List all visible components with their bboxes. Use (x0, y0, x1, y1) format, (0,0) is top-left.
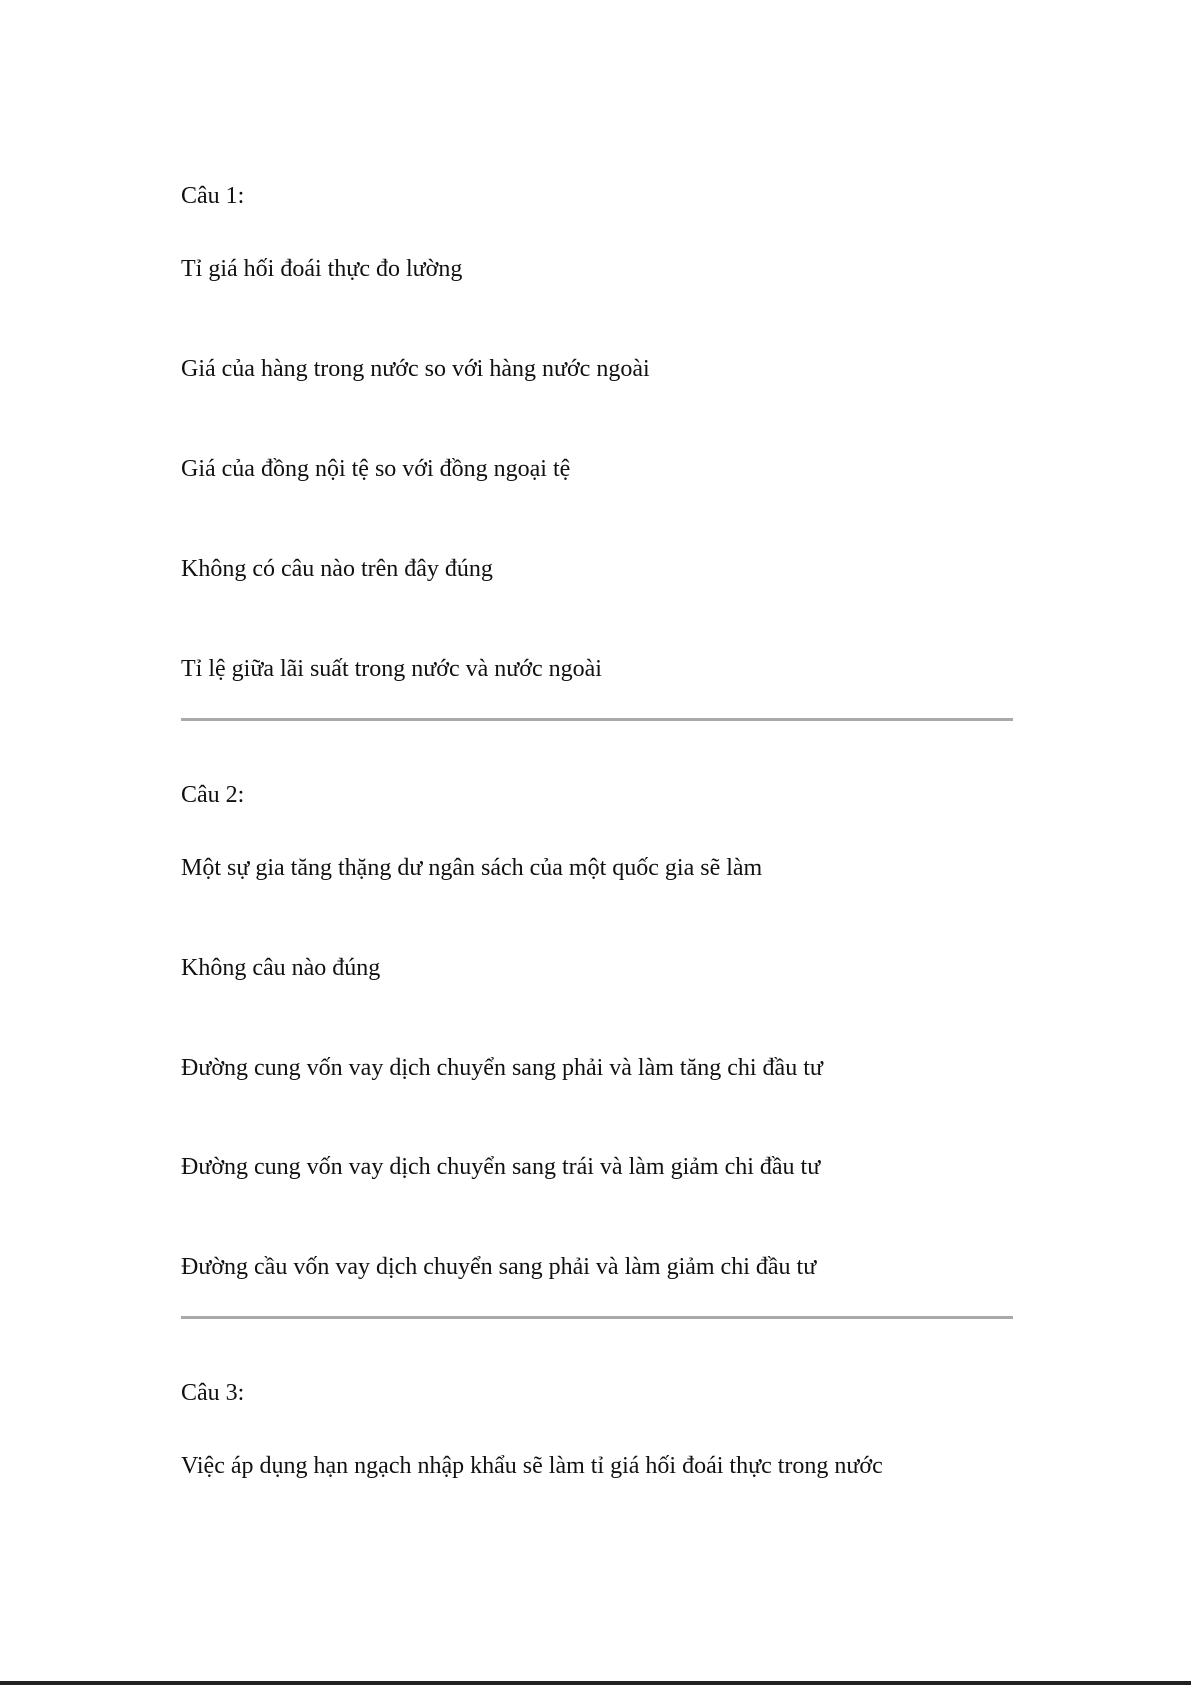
question-divider (181, 718, 1013, 721)
answer-option: Tỉ lệ giữa lãi suất trong nước và nước ngoài (181, 656, 602, 682)
answer-option: Giá của đồng nội tệ so với đồng ngoại tệ (181, 456, 571, 482)
question-text: Tỉ giá hối đoái thực đo lường (181, 256, 463, 282)
page-bottom-edge (0, 1681, 1191, 1685)
answer-option: Giá của hàng trong nước so với hàng nước ngoài (181, 356, 650, 382)
answer-option: Không có câu nào trên đây đúng (181, 556, 493, 582)
question-divider (181, 1316, 1013, 1319)
question-label: Câu 1: (181, 183, 245, 209)
answer-option: Đường cung vốn vay dịch chuyển sang phải và làm tăng chi đầu tư (181, 1055, 823, 1081)
question-text: Việc áp dụng hạn ngạch nhập khẩu sẽ làm tỉ giá hối đoái thực trong nước (181, 1453, 883, 1479)
answer-option: Đường cung vốn vay dịch chuyển sang trái và làm giảm chi đầu tư (181, 1154, 821, 1180)
question-label: Câu 3: (181, 1380, 245, 1406)
question-label: Câu 2: (181, 782, 245, 808)
answer-option: Đường cầu vốn vay dịch chuyển sang phải và làm giảm chi đầu tư (181, 1254, 817, 1280)
question-text: Một sự gia tăng thặng dư ngân sách của một quốc gia sẽ làm (181, 855, 763, 881)
answer-option: Không câu nào đúng (181, 955, 381, 981)
